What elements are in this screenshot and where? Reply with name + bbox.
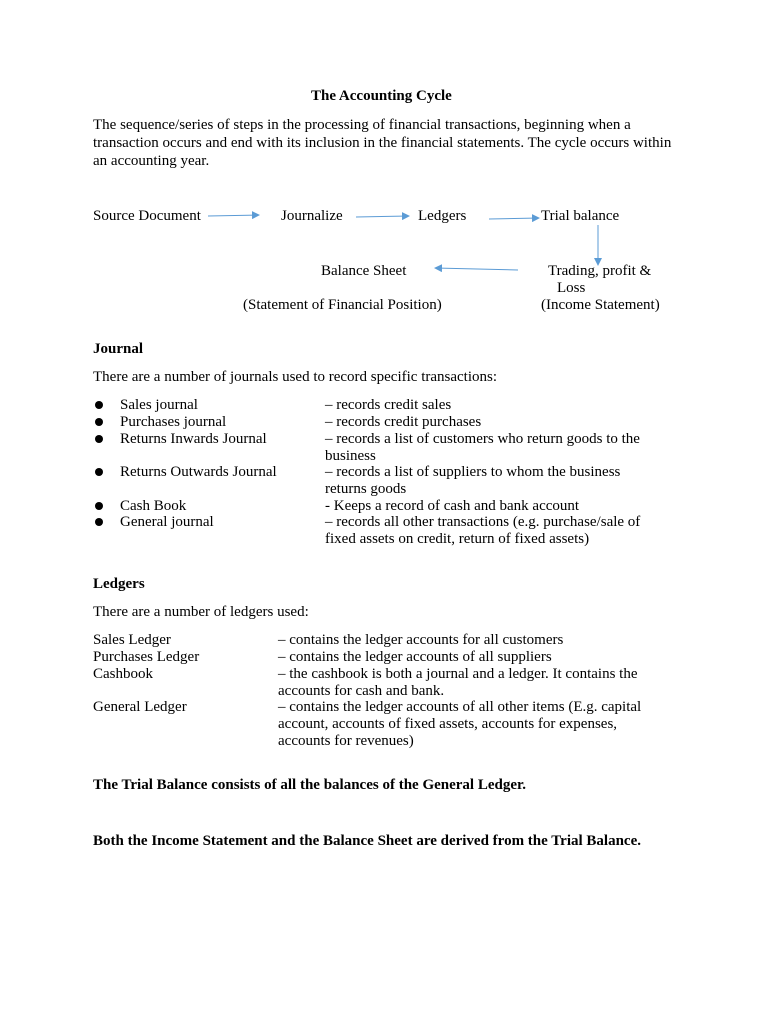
journal-item-desc: – records credit sales xyxy=(325,397,452,413)
page-title: The Accounting Cycle xyxy=(311,88,452,104)
journal-item-desc: - Keeps a record of cash and bank account xyxy=(325,498,580,514)
ledgers-intro: There are a number of ledgers used: xyxy=(93,604,309,620)
ledger-item-desc: – contains the ledger accounts for all customers xyxy=(278,632,564,648)
flow-trading-line2: Loss xyxy=(557,280,586,296)
flow-trading-line1: Trading, profit & xyxy=(548,263,652,279)
journal-item-name: Returns Inwards Journal xyxy=(120,431,267,447)
journal-item-name: General journal xyxy=(120,514,214,530)
arrow-trading-to-balance xyxy=(435,268,518,270)
flow-ledgers: Ledgers xyxy=(418,208,467,224)
ledger-item-desc: – contains the ledger accounts of all other items (E.g. capital account, accounts of fixed assets, accounts for expenses, accounts for revenues) xyxy=(278,699,642,749)
arrow-journalize-to-ledgers xyxy=(356,216,409,217)
derived-statement: Both the Income Statement and the Balance Sheet are derived from the Trial Balance. xyxy=(93,833,641,849)
ledger-item-name: Sales Ledger xyxy=(93,632,171,648)
journal-item-desc: – records a list of customers who return goods to the business xyxy=(325,431,640,464)
flow-journalize: Journalize xyxy=(281,208,343,224)
ledger-item-desc: – the cashbook is both a journal and a ledger. It contains the accounts for cash and bank. xyxy=(278,666,638,699)
flow-financial-position: (Statement of Financial Position) xyxy=(243,297,442,313)
flow-balance-sheet: Balance Sheet xyxy=(321,263,407,279)
arrow-source-to-journalize xyxy=(208,215,259,216)
journal-item-desc: – records a list of suppliers to whom the business returns goods xyxy=(325,464,621,497)
ledger-item-name: General Ledger xyxy=(93,699,187,715)
journal-heading: Journal xyxy=(93,341,144,357)
trial-balance-statement: The Trial Balance consists of all the balances of the General Ledger. xyxy=(93,777,527,793)
journal-item-desc: – records credit purchases xyxy=(325,414,482,430)
arrow-ledgers-to-trial xyxy=(489,218,539,219)
journal-item-name: Sales journal xyxy=(120,397,198,413)
journal-intro: There are a number of journals used to record specific transactions: xyxy=(93,369,498,385)
journal-item-name: Purchases journal xyxy=(120,414,227,430)
journal-item-desc: – records all other transactions (e.g. purchase/sale of fixed assets on credit, return of fixed assets) xyxy=(325,514,641,547)
bullet-icon xyxy=(95,518,103,526)
flow-income-statement: (Income Statement) xyxy=(541,297,660,313)
intro-paragraph: The sequence/series of steps in the processing of financial transactions, beginning when a transaction occurs and end with its inclusion in the financial statements. The cycle occurs within an accounting year. xyxy=(93,117,672,169)
ledger-item-name: Purchases Ledger xyxy=(93,649,200,665)
ledger-item-name: Cashbook xyxy=(93,666,153,682)
bullet-icon xyxy=(95,468,103,476)
bullet-icon xyxy=(95,435,103,443)
ledger-item-desc: – contains the ledger accounts of all suppliers xyxy=(278,649,552,665)
bullet-icon xyxy=(95,418,103,426)
ledgers-heading: Ledgers xyxy=(93,576,145,592)
flow-source-document: Source Document xyxy=(93,208,201,224)
journal-item-name: Returns Outwards Journal xyxy=(120,464,277,480)
bullet-icon xyxy=(95,502,103,510)
bullet-icon xyxy=(95,401,103,409)
flow-trial-balance: Trial balance xyxy=(541,208,620,224)
journal-item-name: Cash Book xyxy=(120,498,187,514)
